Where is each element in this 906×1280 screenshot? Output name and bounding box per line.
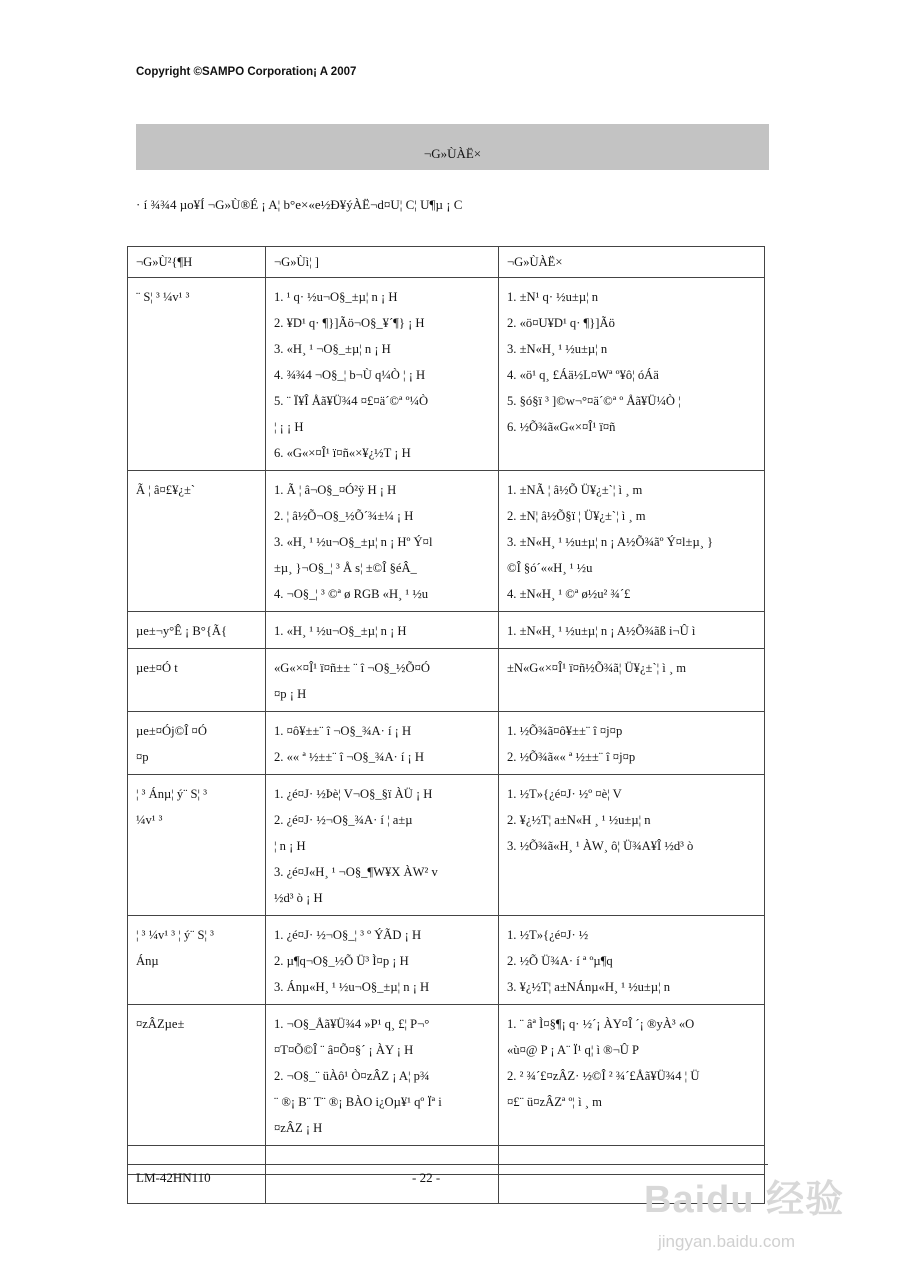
cell-line: ¤p ¡ H xyxy=(274,687,307,701)
cell-line: ¤zÂZ ¡ H xyxy=(274,1121,323,1135)
footer-divider xyxy=(128,1164,768,1165)
symptom-cell xyxy=(128,278,266,471)
cell-line: 1. ½Õ¾ã¤ô¥±±¨ î ¤j¤p xyxy=(507,724,623,738)
cell-line: 2. ½Õ Ü¾A· í ª ºµ¶q xyxy=(507,954,613,968)
solution-cell xyxy=(499,916,765,1005)
cell-line: ¤£¨ ü¤zÂZª º¦ ì ¸ m xyxy=(507,1095,602,1109)
cell-line: 1. ¬O§_Åã¥Ü¾4 »P¹ q¸ £¦ P¬° xyxy=(274,1017,430,1031)
table-row xyxy=(128,1005,765,1146)
cell-line: ¨ ®¡ B¨ T¨ ®¡ BÀO i¿Oµ¥¹ qº Ïª i xyxy=(274,1095,442,1109)
empty-cell xyxy=(266,1175,499,1204)
watermark-logo: Baidu 经验 xyxy=(644,1179,845,1221)
cell-line: 2. ½Õ¾ã«« ª ½±±¨ î ¤j¤p xyxy=(507,750,636,764)
cell-line: 3. ½Õ¾ã«H¸ ¹ ÀW¸ ô¦ Ü¾A¥Î ½d³ ò xyxy=(507,839,694,853)
cell-line: ¦ ³ Ánµ¦ ý¨ S¦ ³ xyxy=(136,787,207,801)
cell-line: ¤T¤Õ©Î ¨ â¤Õ¤§´ ¡ ÀY ¡ H xyxy=(274,1043,414,1057)
cell-line: 1. «H¸ ¹ ½u¬O§_±µ¦ n ¡ H xyxy=(274,624,407,638)
table-row xyxy=(128,649,765,712)
cell-line: 2. «« ª ½±±¨ î ¬O§_¾A· í ¡ H xyxy=(274,750,424,764)
footer-model: LM-42HN110 xyxy=(136,1170,211,1185)
cell-line: 2. ¦ â½Õ¬O§_½Õ´¾±¼ ¡ H xyxy=(274,509,414,523)
cell-line: 6. «G«×¤Î¹ ï¤ñ«×¥¿½T ¡ H xyxy=(274,446,411,460)
cell-line: 1. ¿é¤J· ½Þè¦ V¬O§_§ï ÀÜ ¡ H xyxy=(274,787,433,801)
cause-cell xyxy=(266,471,499,612)
cause-cell xyxy=(266,278,499,471)
cell-line: ¼v¹ ³ xyxy=(136,813,163,827)
solution-cell xyxy=(499,471,765,612)
section-title: ¬G»ÙÀË× xyxy=(423,146,482,161)
cell-line: ©Î §ó´««H¸ ¹ ½u xyxy=(507,561,593,575)
symptom-cell xyxy=(128,612,266,649)
cell-line: 4. ±N«H¸ ¹ ©ª ø½u² ¾´£ xyxy=(507,587,631,601)
table-row xyxy=(128,712,765,775)
watermark-url: jingyan.baidu.com xyxy=(658,1232,796,1251)
cell-line: 1. ¨ âª Ì¤§¶¡ q· ½´¡ ÀY¤Î ´¡ ®yÀ³ «O xyxy=(507,1017,695,1031)
cell-line: 5. §ó§ï ³ ]©w¬°¤ä´©ª º Åã¥Ü¼Ò ¦ xyxy=(507,394,681,408)
cell-line: 3. Ánµ«H¸ ¹ ½u¬O§_±µ¦ n ¡ H xyxy=(274,980,430,994)
cell-line: ¦ ¡ ¡ H xyxy=(274,420,304,434)
cause-cell xyxy=(266,649,499,712)
header-cell-symptom: ¬G»Ù²{¶H xyxy=(128,247,266,278)
intro-text: · í ¾¾4 µo¥Í ¬G»Ù®É ¡ A¦ b°e×«e½Ð¥ýÀË¬d¤U¦ C¦ U¶µ ¡ C xyxy=(136,197,463,212)
cell-line: 1. ½T»{¿é¤J· ½ xyxy=(507,928,589,942)
cell-line: 1. ½T»{¿é¤J· ½º ¤è¦ V xyxy=(507,787,622,801)
cell-line: 3. «H¸ ¹ ¬O§_±µ¦ n ¡ H xyxy=(274,342,391,356)
cell-line: 4. ¾¾4 ¬O§_¦ b¬Ù q¼Ò ¦ ¡ H xyxy=(274,368,426,382)
cell-line: Ánµ xyxy=(136,954,159,968)
cell-line: 2. ±N¦ â½Õ§ï ¦ Ü¥¿±`¦ ì ¸ m xyxy=(507,509,646,523)
footer-page-number: - 22 - xyxy=(412,1170,441,1185)
cell-line: 3. ¥¿½T¦ a±NÁnµ«H¸ ¹ ½u±µ¦ n xyxy=(507,980,671,994)
cell-line: 5. ¨ Ï¥Î Åã¥Ü¾4 ¤£¤ä´©ª º¼Ò xyxy=(274,394,429,408)
cell-line: 1. ±N¹ q· ½u±µ¦ n xyxy=(507,290,599,304)
cell-line: ¦ n ¡ H xyxy=(274,839,306,853)
cause-cell xyxy=(266,612,499,649)
empty-cell xyxy=(266,1146,499,1175)
cell-line: 1. ±N«H¸ ¹ ½u±µ¦ n ¡ A½Õ¾ãß i¬Û ì xyxy=(507,624,696,638)
copyright-text: Copyright ©SAMPO Corporation¡ A 2007 xyxy=(136,66,357,78)
solution-cell xyxy=(499,278,765,471)
cell-line: «G«×¤Î¹ ï¤ñ±± ¨ î ¬O§_½Õ¤Ó xyxy=(274,661,430,675)
cell-line: 3. ±N«H¸ ¹ ½u±µ¦ n xyxy=(507,342,608,356)
watermark xyxy=(644,1168,864,1268)
cell-line: 1. ¤ô¥±±¨ î ¬O§_¾A· í ¡ H xyxy=(274,724,412,738)
section-banner xyxy=(136,124,769,170)
solution-cell xyxy=(499,775,765,916)
symptom-cell xyxy=(128,916,266,1005)
cell-line: ¤p xyxy=(136,750,149,764)
cell-line: 4. ¬O§_¦ ³ ©ª ø RGB «H¸ ¹ ½u xyxy=(274,587,429,601)
cause-cell xyxy=(266,916,499,1005)
header-cell-cause: ¬G»Ùì¦ ] xyxy=(266,247,499,278)
table-header-row xyxy=(128,247,765,278)
cell-line: ¤zÂZµe± xyxy=(136,1017,185,1031)
table-row xyxy=(128,278,765,471)
cell-line: 6. ½Õ¾ã«G«×¤Î¹ ï¤ñ xyxy=(507,420,616,434)
cell-line: µe±¬y°Ê ¡ B°{Ã{ xyxy=(136,624,227,638)
cell-line: ½d³ ò ¡ H xyxy=(274,891,323,905)
cell-line: 3. ±N«H¸ ¹ ½u±µ¦ n ¡ A½Õ¾ãº Ý¤l±µ¸ } xyxy=(507,535,714,549)
symptom-cell xyxy=(128,649,266,712)
cell-line: 3. «H¸ ¹ ½u¬O§_±µ¦ n ¡ Hº Ý¤l xyxy=(274,535,433,549)
cell-line: 1. Ã ¦ â¬O§_¤Ó²ÿ H ¡ H xyxy=(274,483,397,497)
cause-cell xyxy=(266,775,499,916)
header-cell-solution: ¬G»ÙÀË× xyxy=(499,247,765,278)
cell-line: 2. µ¶q¬O§_½Õ Ü³ Ì¤p ¡ H xyxy=(274,954,409,968)
table-row xyxy=(128,471,765,612)
table-row xyxy=(128,612,765,649)
cell-line: ¦ ³ ¼v¹ ³ ¦ ý¨ S¦ ³ xyxy=(136,928,214,942)
cell-line: ±N«G«×¤Î¹ ï¤ñ½Õ¾ã¦ Ü¥¿±`¦ ì ¸ m xyxy=(507,661,687,675)
cell-line: 1. ¹ q· ½u¬O§_±µ¦ n ¡ H xyxy=(274,290,398,304)
solution-cell xyxy=(499,712,765,775)
cell-line: 2. ¥D¹ q· ¶}]Ãö¬O§_¥´¶} ¡ H xyxy=(274,316,425,330)
cell-line: 1. ¿é¤J· ½¬O§_¦ ³ º ÝÃD ¡ H xyxy=(274,928,422,942)
solution-cell xyxy=(499,1005,765,1146)
cell-line: ±µ¸ }¬O§_¦ ³ Å s¦ ±©Î §éÂ_ xyxy=(274,561,417,575)
cell-line: 2. ¥¿½T¦ a±N«H ¸ ¹ ½u±µ¦ n xyxy=(507,813,651,827)
symptom-cell xyxy=(128,775,266,916)
solution-cell xyxy=(499,612,765,649)
cell-line: 3. ¿é¤J«H¸ ¹ ¬O§_¶W¥X ÀW² v xyxy=(274,865,438,879)
troubleshooting-table xyxy=(127,246,765,1204)
cause-cell xyxy=(266,712,499,775)
cell-line: ¨ S¦ ³ ¼v¹ ³ xyxy=(136,290,190,304)
cell-line: Ã ¦ â¤£¥¿±` xyxy=(136,483,196,497)
cell-line: 2. ² ¾´£¤zÂZ· ½©Î ² ¾´£Åã¥Ü¾4 ¦ Ü xyxy=(507,1069,700,1083)
cell-line: 2. ¬O§_¨ üÀô¹ Ò¤zÂZ ¡ A¦ p¾ xyxy=(274,1069,430,1083)
cell-line: µe±¤Ój©Î ¤Ó xyxy=(136,724,207,738)
table-row xyxy=(128,775,765,916)
solution-cell xyxy=(499,649,765,712)
cell-line: 1. ±NÃ ¦ â½Õ Ü¥¿±`¦ ì ¸ m xyxy=(507,483,643,497)
cell-line: 2. ¿é¤J· ½¬O§_¾A· í ¦ a±µ xyxy=(274,813,413,827)
cell-line: 4. «ö¹ q¸ £Áä½L¤Wª º¥ô¦ óÁä xyxy=(507,368,659,382)
symptom-cell xyxy=(128,471,266,612)
symptom-cell xyxy=(128,1005,266,1146)
cell-line: «ù¤@ P ¡ A¨ Ï¹ q¦ ì ®¬Û P xyxy=(507,1043,640,1057)
cell-line: 2. «ö¤U¥D¹ q· ¶}]Ãö xyxy=(507,316,615,330)
symptom-cell xyxy=(128,712,266,775)
cause-cell xyxy=(266,1005,499,1146)
cell-line: µe±¤Ó t xyxy=(136,661,178,675)
table-row xyxy=(128,916,765,1005)
